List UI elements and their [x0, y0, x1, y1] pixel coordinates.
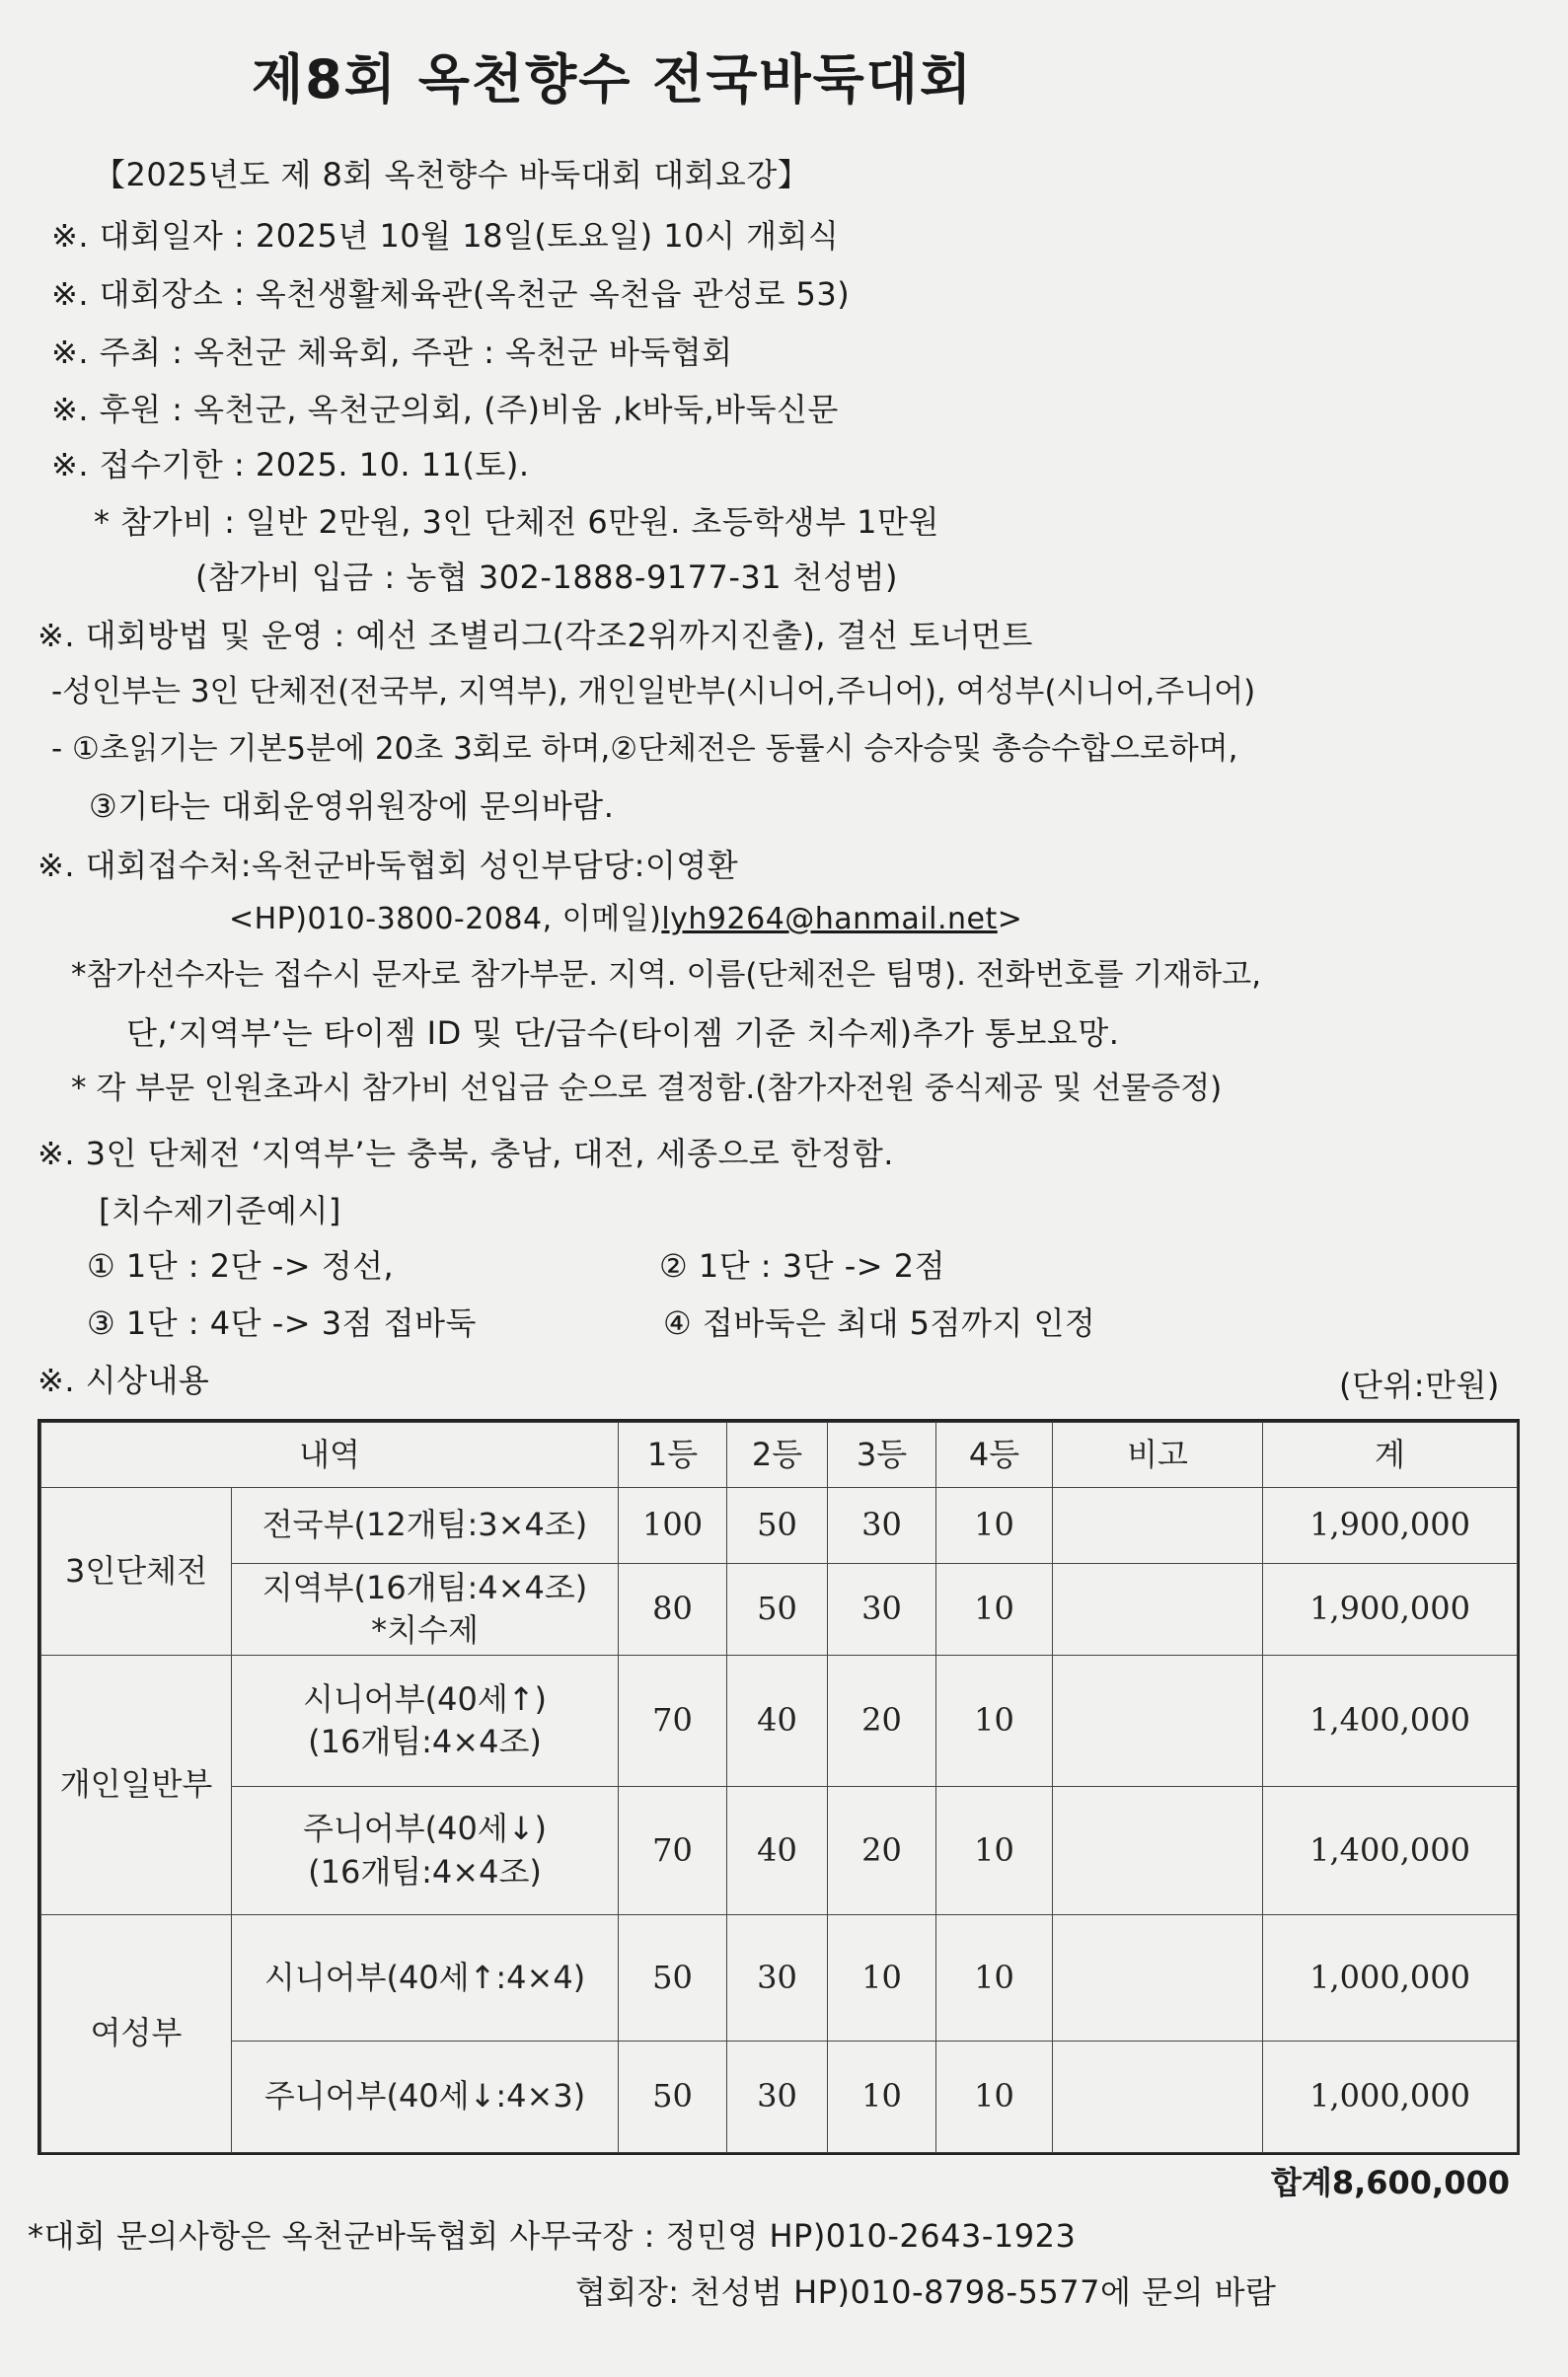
division-label: 시니어부(40세↑): [302, 1679, 548, 1718]
table-row: [41, 1564, 1518, 1656]
prize-1st: 80: [619, 1564, 727, 1656]
footer-inquiry: *대회 문의사항은 옥천군바둑협회 사무국장 : 정민영 HP)010-2643-1923: [28, 2217, 1077, 2255]
row-total: 1,400,000: [1263, 1656, 1518, 1787]
division-cell: [232, 2042, 619, 2153]
date-line: ※. 대회일자 : 2025년 10월 18일(토요일) 10시 개회식: [51, 217, 840, 255]
header-2nd: 2등: [727, 1423, 828, 1488]
row-total: 1,000,000: [1263, 2042, 1518, 2153]
division-cell: [232, 1915, 619, 2042]
region-line: ※. 3인 단체전 ‘지역부’는 충북, 충남, 대전, 세종으로 한정함.: [37, 1135, 894, 1172]
document-title: 제8회 옥천향수 전국바둑대회: [252, 48, 974, 111]
handicap-example-2: ② 1단 : 3단 -> 2점: [659, 1247, 946, 1285]
prize-2nd: 40: [727, 1656, 828, 1787]
prize-3rd: 10: [828, 2042, 936, 2153]
prize-1st: 70: [619, 1656, 727, 1787]
venue-line: ※. 대회장소 : 옥천생활체육관(옥천군 옥천읍 관성로 53): [51, 275, 851, 313]
prize-3rd: 20: [828, 1787, 936, 1915]
row-total: 1,900,000: [1263, 1488, 1518, 1564]
contact-phone: <HP)010-3800-2084, 이메일): [229, 902, 662, 936]
division-sublabel: (16개팀:4×4조): [308, 1852, 542, 1891]
prize-2nd: 50: [727, 1488, 828, 1564]
header-item: 내역: [41, 1423, 619, 1488]
awards-heading: ※. 시상내용: [37, 1362, 210, 1399]
contact-end: >: [997, 902, 1023, 936]
handicap-example-1: ① 1단 : 2단 -> 정선,: [87, 1247, 395, 1285]
prize-4th: 10: [936, 1564, 1053, 1656]
division-sublabel: (16개팀:4×4조): [308, 1723, 542, 1760]
prize-4th: 10: [936, 1915, 1053, 2042]
prize-table: [40, 1422, 1518, 2153]
prize-1st: 50: [619, 1915, 727, 2042]
notice-line-1: *참가선수자는 접수시 문자로 참가부문. 지역. 이름(단체전은 팀명). 전화번호를 기재하고,: [71, 957, 1262, 993]
table-row: [41, 1787, 1518, 1915]
prize-3rd: 10: [828, 1915, 936, 2042]
division-cell: [232, 1656, 619, 1787]
division-cell: [232, 1787, 619, 1915]
fee-line: * 참가비 : 일반 2만원, 3인 단체전 6만원. 초등학생부 1만원: [94, 503, 939, 541]
notice-line-2: 단,‘지역부’는 타이젬 ID 및 단/급수(타이젬 기준 치수제)추가 통보요망.: [126, 1014, 1120, 1052]
group-individual: 개인일반부: [41, 1656, 232, 1915]
handicap-example-3: ③ 1단 : 4단 -> 3점 접바둑: [87, 1304, 477, 1342]
header-note: 비고: [1053, 1423, 1263, 1488]
prize-3rd: 30: [828, 1488, 936, 1564]
rules-line-2: ③기타는 대회운영위원장에 문의바람.: [89, 787, 615, 825]
note-cell: [1053, 1564, 1263, 1656]
grand-total: 합계8,600,000: [1271, 2164, 1510, 2201]
table-row: [41, 1488, 1518, 1564]
prize-2nd: 30: [727, 1915, 828, 2042]
division-label: 지역부(16개팀:4×4조): [261, 1568, 588, 1606]
deposit-line: (참가비 입금 : 농협 302-1888-9177-31 천성범): [195, 558, 899, 596]
division-label: 주니어부(40세↓): [302, 1810, 548, 1848]
row-total: 1,900,000: [1263, 1564, 1518, 1656]
group-women: 여성부: [41, 1915, 232, 2153]
prize-3rd: 20: [828, 1656, 936, 1787]
sponsor-line: ※. 후원 : 옥천군, 옥천군의회, (주)비움 ,k바둑,바둑신문: [51, 391, 839, 428]
prize-4th: 10: [936, 1787, 1053, 1915]
division-cell: [232, 1564, 619, 1656]
division-label: 시니어부(40세↑:4×4): [263, 1958, 586, 1996]
row-total: 1,400,000: [1263, 1787, 1518, 1915]
division-label: 전국부(12개팀:3×4조): [261, 1506, 588, 1544]
contact-phone-line: [229, 902, 1022, 937]
prize-3rd: 30: [828, 1564, 936, 1656]
heading-line: 【2025년도 제 8회 옥천향수 바둑대회 대회요강】: [94, 156, 810, 193]
table-row: [41, 1915, 1518, 2042]
header-3rd: 3등: [828, 1423, 936, 1488]
table-header-row: [41, 1423, 1518, 1488]
note-cell: [1053, 1488, 1263, 1564]
unit-label: (단위:만원): [1339, 1367, 1500, 1404]
division-sublabel: *치수제: [371, 1611, 479, 1649]
prize-1st: 70: [619, 1787, 727, 1915]
contact-line: ※. 대회접수처:옥천군바둑협회 성인부담당:이영환: [37, 847, 739, 884]
prize-table-frame: [37, 1419, 1520, 2155]
note-cell: [1053, 1915, 1263, 2042]
prize-4th: 10: [936, 1656, 1053, 1787]
prize-4th: 10: [936, 1488, 1053, 1564]
group-team: 3인단체전: [41, 1488, 232, 1656]
handicap-title: [치수제기준예시]: [99, 1192, 341, 1229]
prize-1st: 100: [619, 1488, 727, 1564]
prize-1st: 50: [619, 2042, 727, 2153]
table-row: [41, 2042, 1518, 2153]
deadline-line: ※. 접수기한 : 2025. 10. 11(토).: [51, 446, 530, 483]
handicap-example-4: ④ 접바둑은 최대 5점까지 인정: [663, 1304, 1096, 1342]
notice-line-3: * 각 부문 인원초과시 참가비 선입금 순으로 결정함.(참가자전원 중식제공 및 선물증정): [71, 1071, 1223, 1106]
prize-4th: 10: [936, 2042, 1053, 2153]
header-1st: 1등: [619, 1423, 727, 1488]
header-4th: 4등: [936, 1423, 1053, 1488]
header-total: 계: [1263, 1423, 1518, 1488]
footer-president: 협회장: 천성범 HP)010-8798-5577에 문의 바람: [575, 2273, 1277, 2311]
note-cell: [1053, 2042, 1263, 2153]
divisions-line: -성인부는 3인 단체전(전국부, 지역부), 개인일반부(시니어,주니어), 여성부(시니어,주니어): [51, 674, 1256, 709]
method-line: ※. 대회방법 및 운영 : 예선 조별리그(각조2위까지진출), 결선 토너먼트: [37, 617, 1033, 654]
prize-2nd: 50: [727, 1564, 828, 1656]
division-label: 주니어부(40세↓:4×3): [263, 2077, 586, 2116]
host-line: ※. 주최 : 옥천군 체육회, 주관 : 옥천군 바둑협회: [51, 334, 733, 371]
note-cell: [1053, 1656, 1263, 1787]
row-total: 1,000,000: [1263, 1915, 1518, 2042]
note-cell: [1053, 1787, 1263, 1915]
contact-email-link[interactable]: lyh9264@hanmail.net: [661, 902, 998, 936]
prize-2nd: 30: [727, 2042, 828, 2153]
prize-2nd: 40: [727, 1787, 828, 1915]
table-row: [41, 1656, 1518, 1787]
division-cell: [232, 1488, 619, 1564]
rules-line-1: - ①초읽기는 기본5분에 20초 3회로 하며,②단체전은 동률시 승자승및 총승수합으로하며,: [51, 731, 1238, 767]
